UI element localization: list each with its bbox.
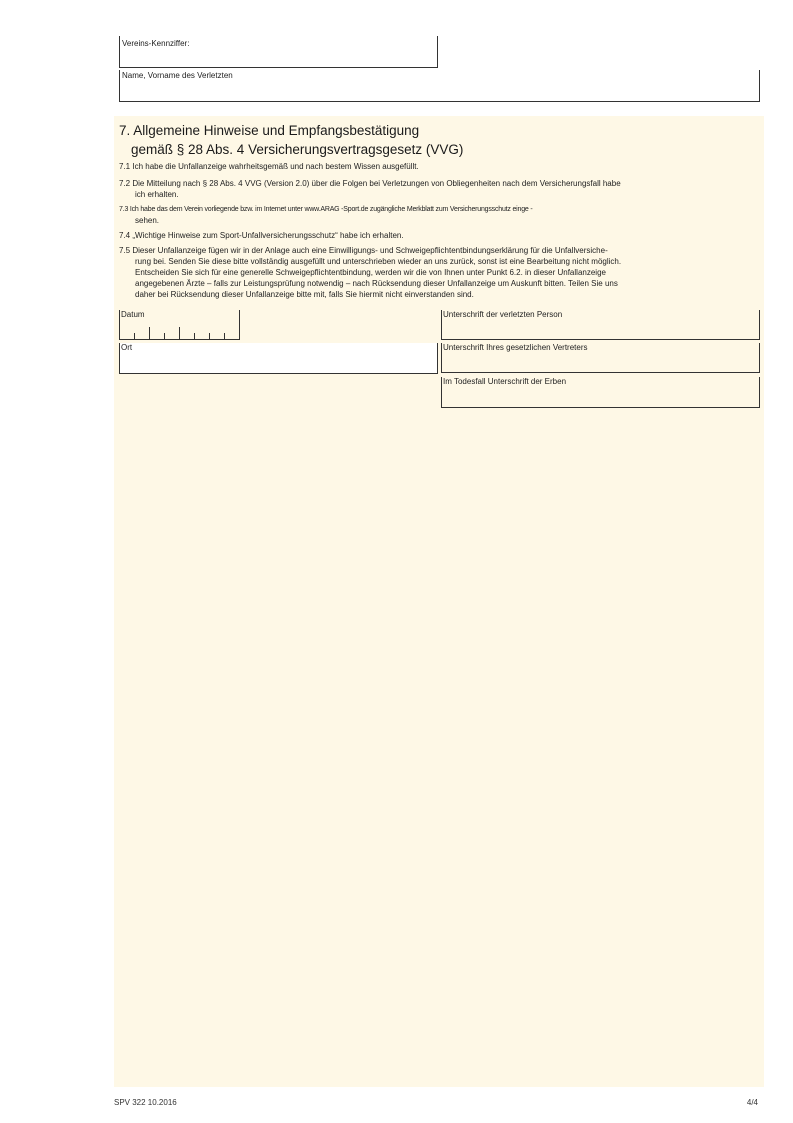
date-tick [224, 333, 225, 339]
paragraph-7-5-line5: daher bei Rücksendung dieser Unfallanzeige bitte mit, falls Sie hiermit nicht einverstanden sind. [135, 290, 474, 299]
paragraph-7-4-text: 7.4 „Wichtige Hinweise zum Sport-Unfallversicherungsschutz“ habe ich erhalten. [119, 231, 404, 240]
section-7-title-line1: 7. Allgemeine Hinweise und Empfangsbestätigung [119, 123, 420, 138]
paragraph-7-3-line2: sehen. [135, 216, 160, 225]
paragraph-7-4 [119, 230, 759, 241]
paragraph-7-5-line4: angegebenen Ärzte – falls zur Leistungsprüfung notwendig – nach Rücksendung dieser Unfallanzeige um Auskunft bitten. Teilen Sie uns [135, 279, 618, 288]
date-field[interactable] [119, 310, 240, 340]
paragraph-7-2 [119, 178, 759, 200]
injured-signature-label: Unterschrift der verletzten Person [443, 310, 563, 319]
paragraph-7-5-line1: 7.5 Dieser Unfallanzeige fügen wir in der Anlage auch eine Einwilligungs- und Schweigepflichtentbindungserklärung für die Unfallversiche- [119, 246, 608, 255]
club-number-label: Vereins-Kennziffer: [122, 39, 190, 48]
page-number: 4/4 [746, 1098, 758, 1107]
date-tick [209, 333, 210, 339]
date-tick [149, 327, 150, 339]
paragraph-7-5 [119, 245, 759, 300]
paragraph-7-3 [119, 204, 759, 226]
paragraph-7-2-line1: 7.2 Die Mitteilung nach § 28 Abs. 4 VVG (Version 2.0) über die Folgen bei Verletzungen von Obliegenheiten nach dem Versicherungsfall habe [119, 179, 621, 188]
paragraph-7-5-line2: rung bei. Senden Sie diese bitte vollständig ausgefüllt und unterschrieben wieder an uns zurück, sonst ist eine Bearbeitung nicht möglich. [135, 257, 622, 266]
place-field[interactable] [119, 343, 438, 374]
paragraph-7-3-line1: 7.3 Ich habe das dem Verein vorliegende bzw. im Internet unter www.ARAG -Sport.de zugängliche Merkblatt zum Versicherungsschutz einge - [119, 206, 533, 213]
section-7-title [119, 121, 463, 159]
place-label: Ort [121, 343, 133, 352]
injured-signature-field[interactable] [441, 310, 760, 340]
club-number-field[interactable] [119, 36, 438, 68]
date-label: Datum [121, 310, 145, 319]
date-tick [164, 333, 165, 339]
paragraph-7-1-text: 7.1 Ich habe die Unfallanzeige wahrheitsgemäß und nach bestem Wissen ausgefüllt. [119, 162, 419, 171]
injured-name-label: Name, Vorname des Verletzten [122, 71, 233, 80]
date-tick [179, 327, 180, 339]
heirs-signature-field[interactable] [441, 377, 760, 408]
paragraph-7-5-line3: Entscheiden Sie sich für eine generelle Schweigepflichtentbindung, werden wir die von Ihnen unter Punkt 6.2. in dieser Unfallanzeige [135, 268, 606, 277]
date-tick [134, 333, 135, 339]
legal-rep-signature-label: Unterschrift Ihres gesetzlichen Vertreters [443, 343, 588, 352]
form-code: SPV 322 10.2016 [114, 1098, 177, 1107]
date-tick [194, 333, 195, 339]
injured-name-field[interactable] [119, 70, 760, 102]
legal-rep-signature-field[interactable] [441, 343, 760, 373]
section-7-title-line2: gemäß § 28 Abs. 4 Versicherungsvertragsgesetz (VVG) [131, 142, 464, 157]
paragraph-7-1 [119, 161, 759, 172]
paragraph-7-2-line2: ich erhalten. [135, 190, 179, 199]
heirs-signature-label: Im Todesfall Unterschrift der Erben [443, 377, 567, 386]
